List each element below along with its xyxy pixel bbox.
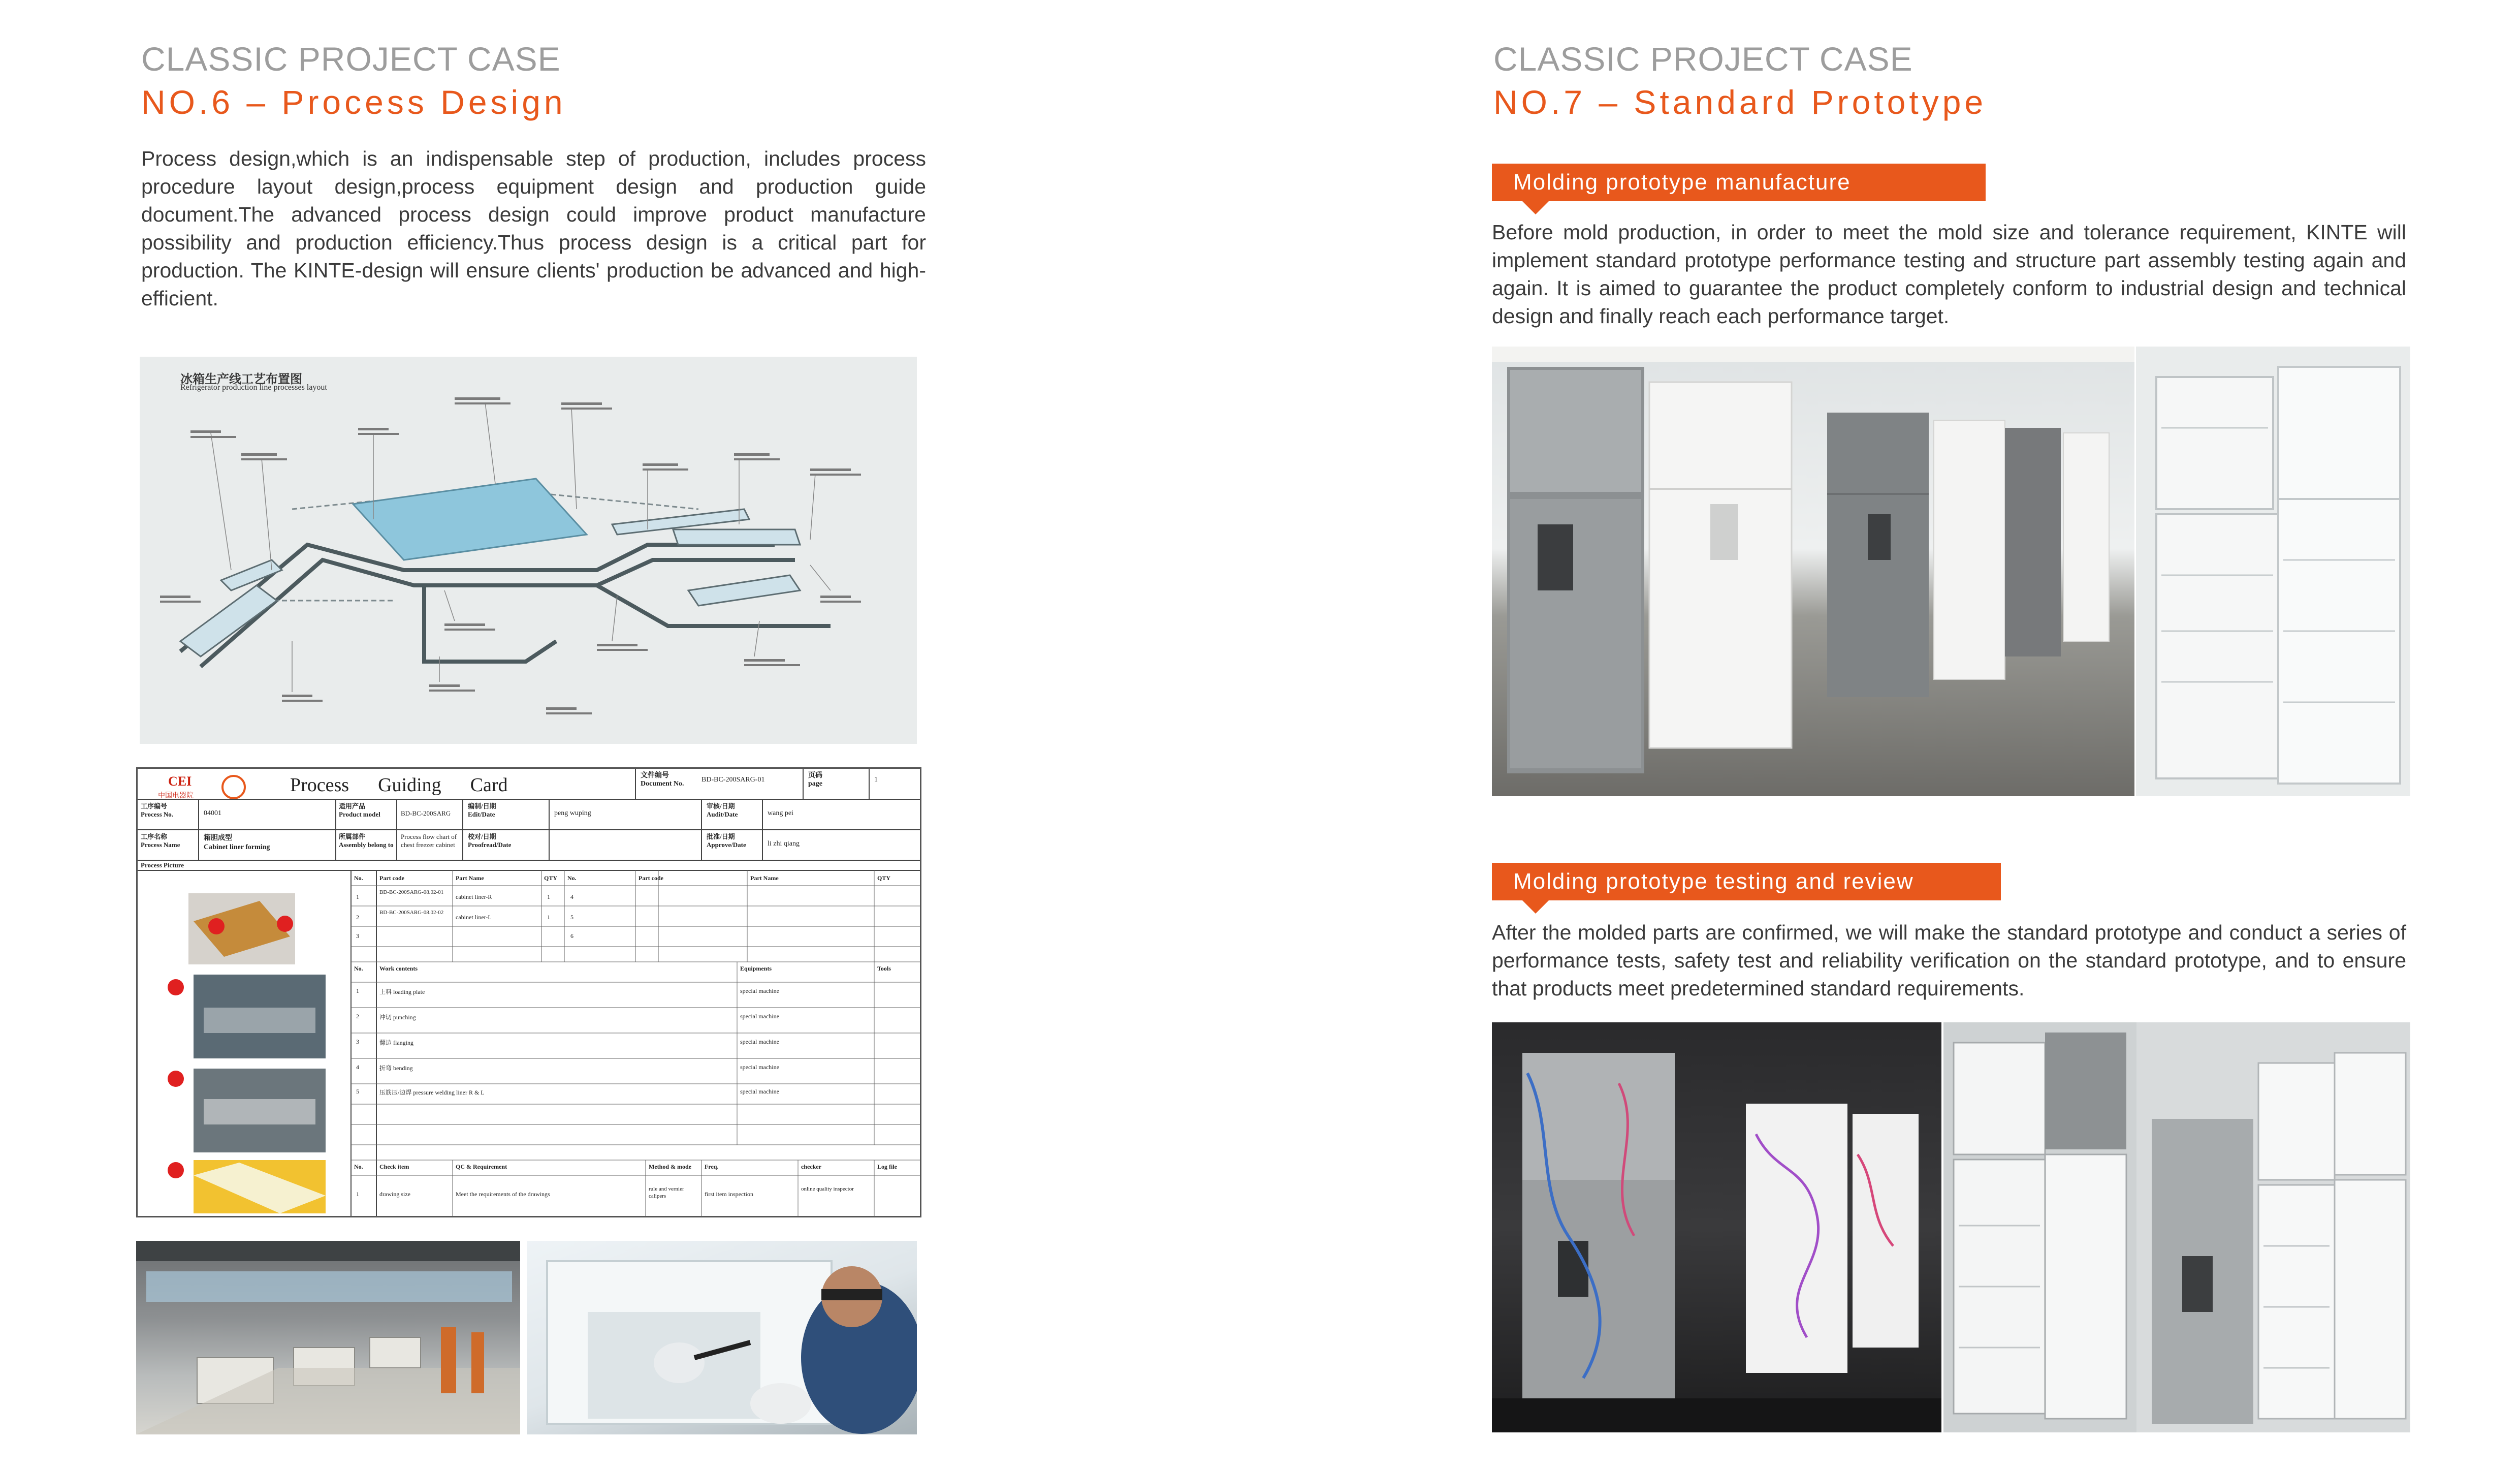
process-picture-label: Process Picture	[141, 861, 184, 869]
work-row-3-no: 3	[356, 1038, 359, 1045]
parts-header-code: Part code	[379, 874, 404, 882]
parts-header-name-2: Part Name	[750, 874, 779, 882]
approve-label: 批准/日期 Approve/Date	[707, 833, 746, 849]
prototype-row-photo	[1492, 347, 2134, 796]
page-title-right: NO.7 – Standard Prototype	[1493, 83, 1987, 121]
parts-header-qty: QTY	[544, 874, 558, 882]
factory-line-illustration	[136, 1241, 520, 1434]
open-prototypes-illustration	[1943, 1022, 2410, 1432]
check-header-qc: QC & Requirement	[456, 1163, 507, 1170]
assembly-value: Process flow chart of chest freezer cabinet	[401, 833, 457, 849]
product-model-label: 适用产品 Product model	[339, 802, 380, 818]
work-header-tools: Tools	[877, 965, 891, 972]
worker-photo	[527, 1241, 917, 1434]
audit-value: wang pei	[768, 809, 793, 817]
work-row-5-no: 5	[356, 1088, 359, 1095]
layout-diagram	[140, 357, 917, 744]
section2-paragraph: After the molded parts are confirmed, we will make the standard prototype and conduct a series of performance tests, safety test and reliability verification on the standard prototype, and to ensure that products meet predetermined standard requirements.	[1492, 921, 2406, 1000]
assembly-label: 所属部件 Assembly belong to	[339, 833, 394, 849]
check-header-freq: Freq.	[705, 1163, 719, 1170]
work-row-3-equipment: special machine	[740, 1038, 779, 1045]
process-no-label: 工序编号 Process No.	[141, 802, 174, 818]
product-model-value: BD-BC-200SARG	[401, 809, 451, 817]
section1-paragraph: Before mold production, in order to meet the mold size and tolerance requirement, KINTE will implement standard prototype performance testing and structure part assembly testing again and again. It is aimed to guarantee the product completely conform to industrial design and technical design and finally reach each performance target.	[1492, 221, 2406, 328]
process-guiding-card	[136, 767, 921, 1217]
section1-tag: Molding prototype manufacture	[1492, 164, 1986, 201]
open-prototypes-photo	[1943, 1022, 2410, 1432]
diagram-title-en: Refrigerator production line processes layout	[180, 383, 327, 392]
parts-row-2-code: BD-BC-200SARG-08.02-02	[379, 910, 444, 916]
parts-header-name: Part Name	[456, 874, 484, 882]
prototype-row-illustration	[1492, 347, 2134, 796]
check-header-checker: checker	[801, 1163, 821, 1170]
check-row-no: 1	[356, 1191, 359, 1198]
work-row-4-content: 折弯 bending	[379, 1065, 413, 1072]
factory-line-photo	[136, 1241, 520, 1434]
work-row-4-no: 4	[356, 1064, 359, 1071]
worker-illustration	[527, 1241, 917, 1434]
category-label: CLASSIC PROJECT CASE	[141, 40, 561, 78]
parts-row-2-no-2: 5	[570, 914, 573, 921]
work-header-equipments: Equipments	[740, 965, 772, 972]
parts-row-1-code: BD-BC-200SARG-08.02-01	[379, 889, 444, 895]
check-header-method: Method & mode	[649, 1163, 691, 1170]
work-row-2-equipment: special machine	[740, 1013, 779, 1020]
check-row-freq: first item inspection	[705, 1191, 753, 1198]
parts-row-3-no-2: 6	[570, 932, 573, 940]
card-brand-cn: 中国电器院	[158, 792, 194, 800]
testing-fridges-photo	[1492, 1022, 1941, 1432]
parts-row-1-no-2: 4	[570, 893, 573, 900]
parts-row-1-qty: 1	[547, 893, 550, 900]
intro-paragraph: Process design,which is an indispensable step of production, includes process procedure layout design,process equipment design and production guide document.The advanced process design could improve product manufacture possibility and production efficiency.Thus process design is a critical part for production. The KINTE-design will ensure clients' production be advanced and high-efficient.	[141, 147, 926, 310]
work-header-no: No.	[354, 965, 363, 972]
proofread-label: 校对/日期 Proofread/Date	[468, 833, 512, 849]
parts-row-2-qty: 1	[547, 914, 550, 921]
open-fridge-photo	[2136, 347, 2410, 796]
work-row-4-equipment: special machine	[740, 1064, 779, 1071]
parts-row-3-no: 3	[356, 932, 359, 940]
approve-value: li zhi qiang	[768, 840, 800, 848]
doc-no-label: 文件编号 Document No.	[641, 772, 684, 788]
edit-value: peng wuping	[554, 809, 591, 817]
edit-label: 编制/日期 Edit/Date	[468, 802, 496, 818]
process-name-value: 箱胆成型 Cabinet liner forming	[204, 834, 270, 851]
audit-label: 审核/日期 Audit/Date	[707, 802, 738, 818]
diagram-title-cn: 冰箱生产线工艺布置图	[180, 373, 302, 386]
work-row-1-content: 上料 loading plate	[379, 988, 425, 995]
section2-tag: Molding prototype testing and review	[1492, 863, 2001, 900]
category-label-right: CLASSIC PROJECT CASE	[1493, 40, 1913, 78]
parts-header-no-2: No.	[567, 874, 577, 882]
work-row-5-equipment: special machine	[740, 1088, 779, 1095]
card-brand-logo: CEI	[168, 774, 192, 789]
page-label: 页码 page	[808, 772, 822, 788]
check-header-log: Log file	[877, 1163, 897, 1170]
work-row-1-no: 1	[356, 987, 359, 994]
check-row-qc: Meet the requirements of the drawings	[456, 1191, 550, 1198]
line-layout-drawing	[140, 357, 917, 744]
work-header-contents: Work contents	[379, 965, 418, 972]
parts-header-qty-2: QTY	[877, 874, 891, 882]
parts-header-code-2: Part code	[639, 874, 663, 882]
check-row-item: drawing size	[379, 1191, 410, 1198]
process-no-value: 04001	[204, 809, 221, 817]
work-row-2-content: 冲切 punching	[379, 1014, 416, 1021]
check-row-method: rule and vernier calipers	[649, 1186, 684, 1199]
doc-no-value: BD-BC-200SARG-01	[701, 776, 765, 784]
parts-row-1-no: 1	[356, 893, 359, 900]
page-value: 1	[874, 776, 878, 784]
testing-fridges-illustration	[1492, 1022, 1941, 1432]
work-row-2-no: 2	[356, 1013, 359, 1020]
check-header-item: Check item	[379, 1163, 409, 1170]
work-row-1-equipment: special machine	[740, 987, 779, 994]
open-fridge-illustration	[2136, 347, 2410, 796]
page-title: NO.6 – Process Design	[141, 83, 566, 121]
parts-row-1-name: cabinet liner-R	[456, 893, 492, 900]
parts-header-no: No.	[354, 874, 363, 882]
process-name-label: 工序名称 Process Name	[141, 833, 180, 849]
parts-row-2-no: 2	[356, 914, 359, 921]
card-title: Process Guiding Card	[290, 774, 508, 796]
work-row-3-content: 翻边 flanging	[379, 1039, 413, 1046]
parts-row-2-name: cabinet liner-L	[456, 914, 492, 921]
check-row-checker: online quality inspector	[801, 1186, 854, 1192]
work-row-5-content: 压筋压/边焊 pressure welding liner R & L	[379, 1089, 485, 1096]
check-header-no: No.	[354, 1163, 363, 1170]
